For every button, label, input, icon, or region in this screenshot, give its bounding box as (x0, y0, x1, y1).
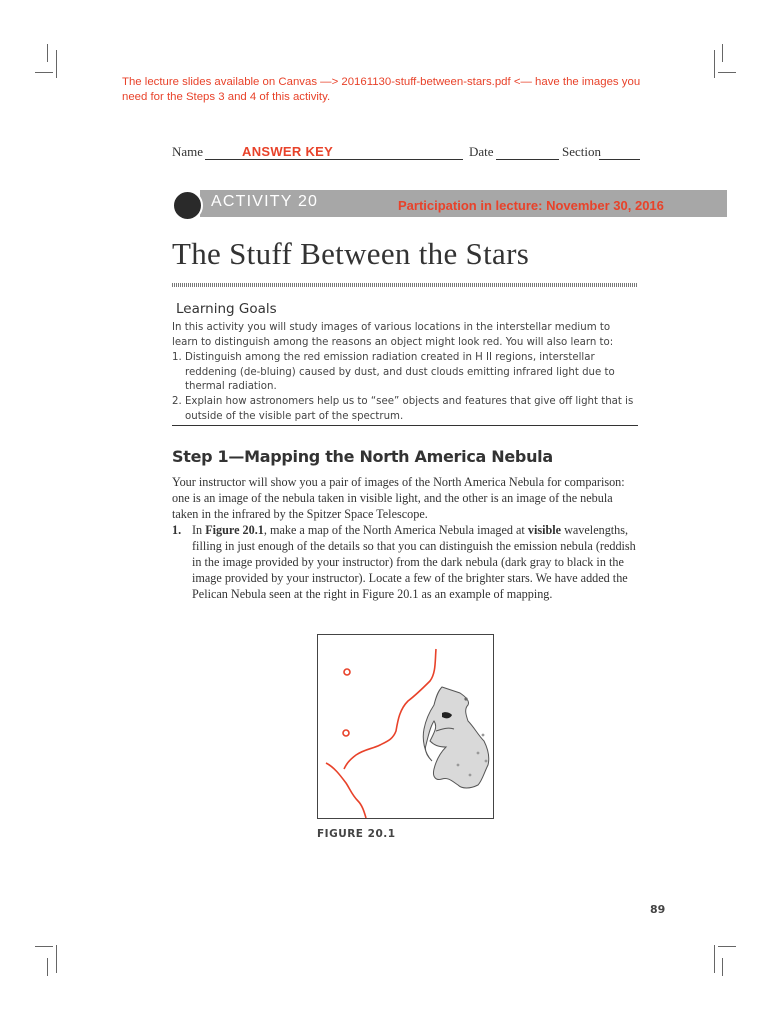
canvas-note-line-1: The lecture slides available on Canvas —> 20161130-stuff-between-stars.pdf <— have the images you (122, 76, 641, 88)
section-underline (599, 159, 640, 160)
nebula-map-drawing (318, 635, 493, 818)
bright-star (482, 734, 485, 737)
learning-goal-number: 2. (172, 395, 182, 407)
learning-goal-number: 1. (172, 352, 182, 364)
page-number: 89 (650, 903, 666, 916)
activity-label: ACTIVITY 20 (211, 193, 319, 210)
pelican-nebula-shape (423, 687, 489, 788)
learning-goal-item (172, 395, 638, 424)
date-underline (496, 159, 559, 160)
learning-goals-intro: In this activity you will study images of various locations in the interstellar medium to learn to distinguish among the reasons an object might look red. You will also learn to: (172, 322, 614, 348)
step-1-item-text: In (192, 523, 206, 537)
learning-goals-body (172, 321, 638, 424)
step-1-item-number: 1. (172, 523, 182, 537)
bright-star (469, 774, 472, 777)
participation-date: Participation in lecture: November 30, 2016 (398, 198, 664, 213)
bright-star (485, 760, 488, 763)
bright-star (477, 752, 480, 755)
activity-circle-icon (172, 190, 203, 221)
canvas-note-line-2: need for the Steps 3 and 4 of this activity. (122, 91, 331, 103)
star-marker (344, 669, 350, 675)
learning-goal-item (172, 351, 638, 395)
learning-goal-text: Explain how astronomers help us to “see” objects and features that give off light that is outside of the visible part of the spectrum. (184, 395, 634, 422)
visible-emphasis: visible (527, 523, 562, 537)
section-rule (172, 425, 638, 426)
page-title: The Stuff Between the Stars (172, 236, 530, 271)
name-underline (205, 159, 463, 160)
canvas-note (122, 75, 722, 105)
figure-caption: FIGURE 20.1 (317, 828, 396, 840)
name-label: Name (172, 144, 204, 159)
figure-20-1-map (317, 634, 494, 819)
learning-goals-heading: Learning Goals (176, 301, 277, 317)
date-label: Date (469, 144, 494, 159)
step-1-heading: Step 1—Mapping the North America Nebula (172, 447, 553, 466)
step-1-item-text: wavelengths, filling in just enough of the details so that you can distinguish the emission nebula (reddish in the image provided by your instructor) from the dark nebula (dark gray to black in the image provided by your instructor). Locate a few of the brighter stars. We have added the Pelican Nebula seen at the right in Figure 20.1 as an example of mapping. (192, 523, 636, 601)
figure-reference: Figure 20.1 (205, 523, 264, 537)
step-1-item-text: , make a map of the North America Nebula imaged at (263, 523, 528, 537)
star-marker (343, 730, 349, 736)
bright-star (464, 697, 467, 700)
step-1-item (172, 522, 638, 602)
learning-goal-text: Distinguish among the red emission radiation created in H II regions, interstellar reddening (de-bluing) caused by dust, and dust clouds emitting infrared light due to thermal radiation. (184, 352, 615, 393)
step-1-body (172, 474, 638, 602)
step-1-intro: Your instructor will show you a pair of images of the North America Nebula for comparison: one is an image of the nebula taken in visible light, and the other is an image of the nebula taken in the infrared by the Spitzer Space Telescope. (172, 475, 625, 521)
bright-star (457, 764, 460, 767)
emission-boundary-line (344, 649, 436, 769)
section-label: Section (562, 144, 601, 159)
title-rule (172, 283, 638, 287)
emission-boundary-line (326, 763, 366, 818)
answer-key-label: ANSWER KEY (242, 144, 334, 159)
